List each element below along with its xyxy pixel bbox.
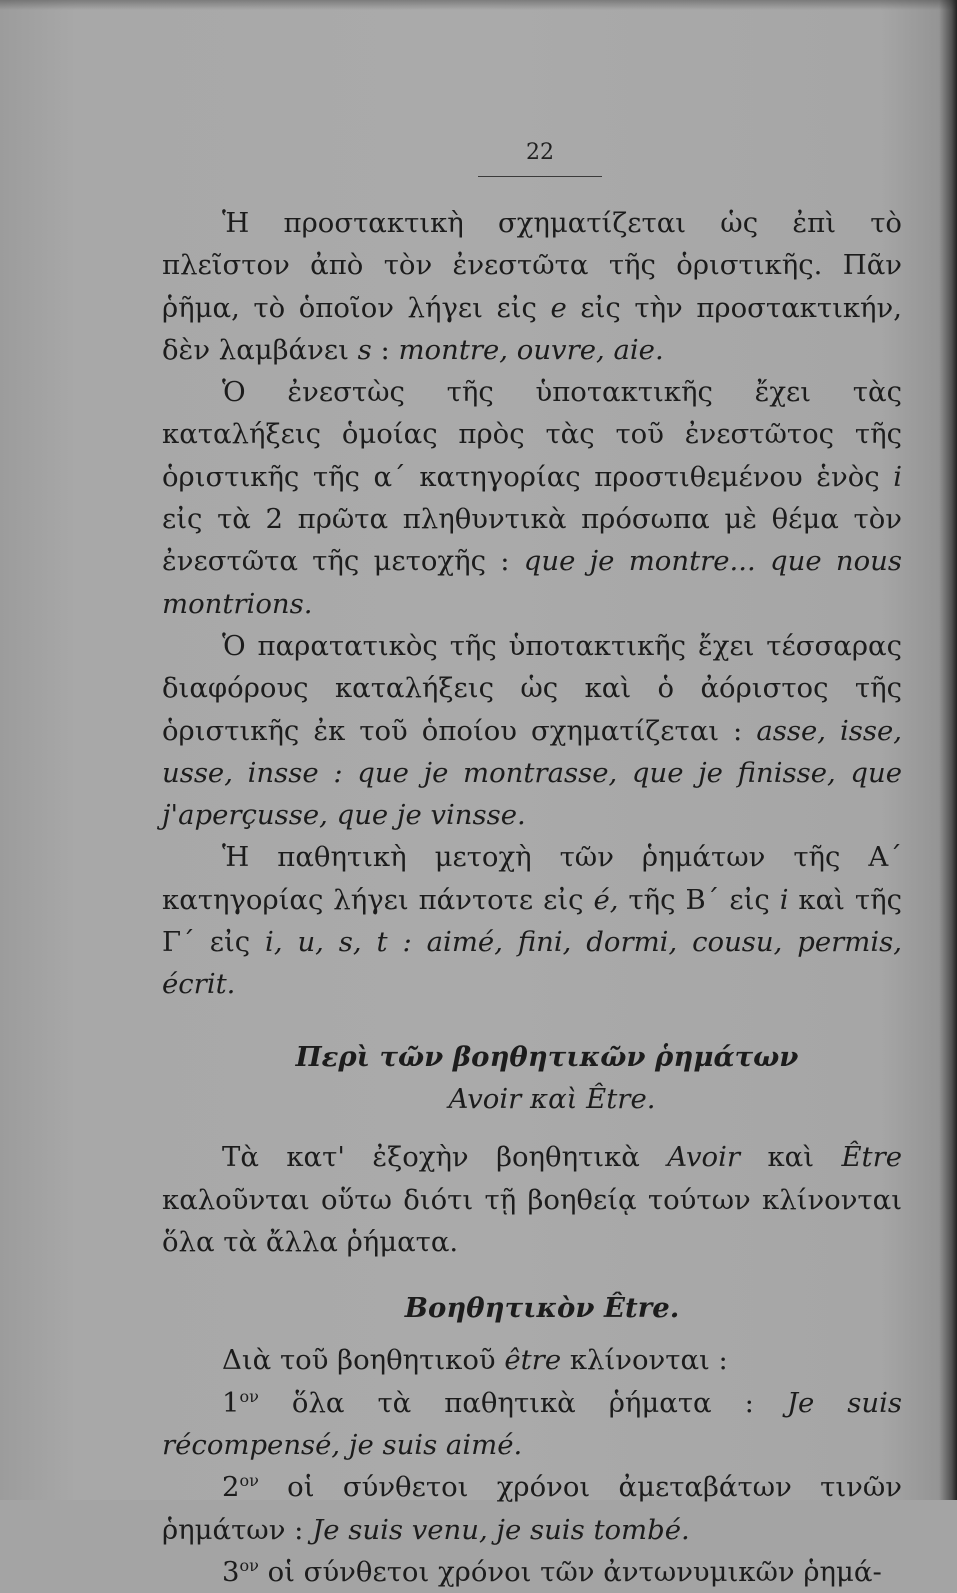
latin-letters: i, u, s, t : <box>265 926 412 959</box>
page-number: 22 <box>526 140 554 165</box>
example-passive: Je suis récompensé, je suis aimé. <box>162 1386 902 1462</box>
latin-s: s <box>357 333 372 366</box>
paragraph-etre-intro: Διὰ τοῦ βοηθητικοῦ être κλίνονται : <box>222 1344 728 1377</box>
endings-list: asse, isse, usse, insse : <box>162 714 902 789</box>
word-avoir: Avoir <box>667 1141 741 1174</box>
section-heading-auxiliary-etre: Βοηθητικὸν Être. <box>404 1292 680 1325</box>
example-subjunctive-imperfect: que je montrasse, que je finisse, que j'aperçusse, que je vinsse. <box>162 756 902 832</box>
example-participles: aimé, fini, dormi, cousu, permis, écrit. <box>162 926 902 1001</box>
latin-e-acute: é, <box>593 883 619 916</box>
paragraph-imperative: Ἡ προστακτικὴ σχηματίζεται ὡς ἐπὶ τὸ πλεῖστον ἀπὸ τὸν ἐνεστῶτα τῆς ὁριστικῆς. Πᾶν ῥῆμα, τὸ ὁποῖον λήγει εἰς e εἰς τὴν προστακτικήν, δὲν λαμβάνει s : montre, ouvre, aie. <box>162 207 902 366</box>
word-etre: Être <box>841 1141 902 1174</box>
page-top-shadow <box>0 0 957 10</box>
list-item-passive-verbs: $1^{o\nu}$ ὅλα τὰ παθητικὰ ῥήματα : Je suis récompensé, je suis aimé. <box>162 1386 902 1462</box>
paragraph-subjunctive-present: Ὁ ἐνεστὼς τῆς ὑποτακτικῆς ἔχει τὰς καταλήξεις ὁμοίας πρὸς τὰς τοῦ ἐνεστῶτος τῆς ὁριστικῆς τῆς α΄ κατηγορίας προστιθεμένου ἑνὸς i εἰς τὰ 2 πρῶτα πληθυντικὰ πρόσωπα μὲ θέμα τὸν ἐνεστῶτα τῆς μετοχῆς : que je montre... que nous montrions. <box>162 376 902 620</box>
paragraph-past-participle: Ἡ παθητικὴ μετοχὴ τῶν ῥημάτων τῆς Α΄ κατηγορίας λήγει πάντοτε εἰς é, τῆς Β΄ εἰς i καὶ τῆς Γ΄ εἰς i, u, s, t : aimé, fini, dormi, cousu, permis, écrit. <box>162 841 902 1001</box>
paragraph-auxiliaries: Τὰ κατ' ἐξοχὴν βοηθητικὰ Avoir καὶ Être καλοῦνται οὕτω διότι τῇ βοηθείᾳ τούτων κλίνονται ὅλα τὰ ἄλλα ῥήματα. <box>162 1141 902 1258</box>
section-subheading-avoir-etre: Avoir καὶ Être. <box>448 1082 656 1115</box>
list-item-pronominal-verbs: $3^{o\nu}$ οἱ σύνθετοι χρόνοι τῶν ἀντωνυμικῶν ῥημά- <box>222 1555 882 1588</box>
latin-i-second: i <box>779 883 789 916</box>
example-imperative: montre, ouvre, aie. <box>398 333 664 366</box>
section-heading-auxiliary-verbs: Περὶ τῶν βοηθητικῶν ῥημάτων <box>295 1040 799 1073</box>
body-text <box>162 202 902 1593</box>
page-number-rule <box>478 176 602 177</box>
list-item-intransitive-verbs: $2^{o\nu}$ οἱ σύνθετοι χρόνοι ἀμεταβάτων τινῶν ῥημάτων : Je suis venu, je suis tombé. <box>162 1471 902 1546</box>
example-intransitive: Je suis venu, je suis tombé. <box>312 1513 690 1546</box>
page-right-shadow <box>939 0 957 1500</box>
example-subjunctive-present: que je montre... que nous montrions. <box>162 545 902 620</box>
paragraph-subjunctive-imperfect: Ὁ παρατατικὸς τῆς ὑποτακτικῆς ἔχει τέσσαρας διαφόρους καταλήξεις ὡς καὶ ὁ ἀόριστος τῆς ὁριστικῆς ἐκ τοῦ ὁποίου σχηματίζεται : asse, isse, usse, insse : que je montrasse, que je finisse, que j'aperçusse, que je vinsse. <box>162 629 902 832</box>
word-etre-lower: être <box>504 1344 562 1377</box>
latin-i: i <box>893 460 902 493</box>
latin-e: e <box>550 291 567 324</box>
